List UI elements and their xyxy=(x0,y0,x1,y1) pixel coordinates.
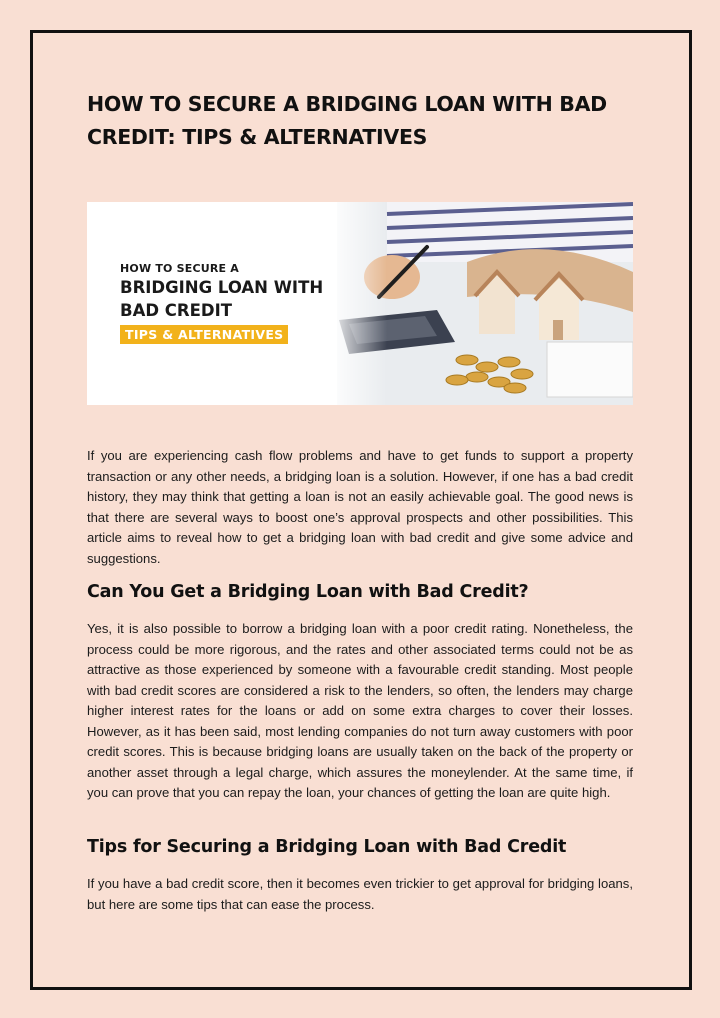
hero-line-1: HOW TO SECURE A xyxy=(120,262,239,275)
hero-badge: TIPS & ALTERNATIVES xyxy=(120,325,288,344)
hero-line-2: BRIDGING LOAN WITH xyxy=(120,278,324,297)
section-heading-tips: Tips for Securing a Bridging Loan with Bad Credit xyxy=(87,837,567,857)
hero-image xyxy=(87,202,633,405)
page-title: HOW TO SECURE A BRIDGING LOAN WITH BAD CREDIT: TIPS & ALTERNATIVES xyxy=(87,92,607,149)
hero-line-3: BAD CREDIT xyxy=(120,301,232,320)
section-body-can-you-get: Yes, it is also possible to borrow a bridging loan with a poor credit rating. Nonetheless, the process could be more rigorous, and the rates and other associated terms could not be as attractive as those experienced by someone with a favourable credit standing. Most people with bad credit scores are considered a risk to the lenders, so often, the lenders may charge higher interest rates for the loans or add on some extra charges to cover their losses. However, as it has been said, most lending companies do not turn away customers with poor credit scores. This is because bridging loans are usually taken on the back of the property or another asset through a legal charge, which assures the moneylender. At the same time, if you can prove that you can repay the loan, your chances of getting the loan are quite high. xyxy=(87,621,633,800)
section-heading-can-you-get: Can You Get a Bridging Loan with Bad Credit? xyxy=(87,582,529,602)
hero-caption xyxy=(120,262,323,344)
section-body-tips: If you have a bad credit score, then it becomes even trickier to get approval for bridging loans, but here are some tips that can ease the process. xyxy=(87,876,633,912)
intro-paragraph: If you are experiencing cash flow problems and have to get funds to support a property transaction or any other needs, a bridging loan is a solution. However, if one has a bad credit history, they may think that getting a loan is not an easily achievable goal. The good news is that there are several ways to boost one’s approval prospects and other possibilities. This article aims to reveal how to get a bridging loan with bad credit and give some advice and suggestions. xyxy=(87,448,633,566)
